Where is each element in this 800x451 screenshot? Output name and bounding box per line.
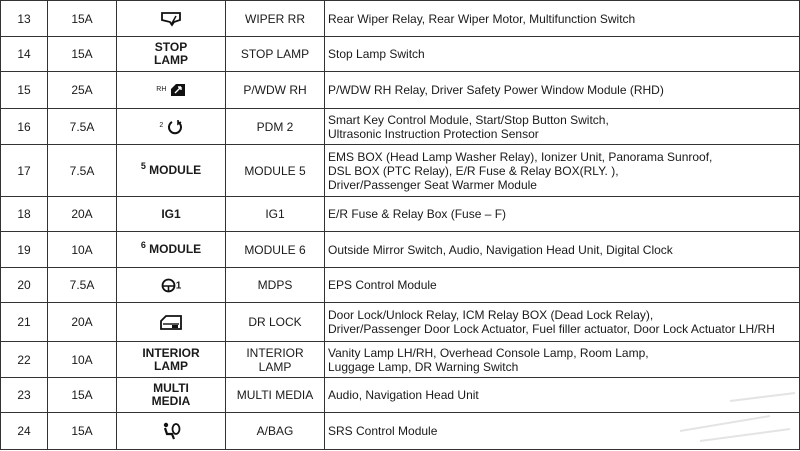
fuse-number: 22 — [1, 342, 48, 378]
fuse-description: Door Lock/Unlock Relay, ICM Relay BOX (Dead Lock Relay), Driver/Passenger Door Lock Actuator, Fuel filler actuator, Door Lock Actuator LH/RH — [325, 303, 800, 342]
fuse-number: 23 — [1, 378, 48, 413]
fuse-name: MODULE 5 — [226, 145, 325, 197]
fuse-number: 21 — [1, 303, 48, 342]
fuse-rating: 7.5A — [48, 268, 117, 303]
fuse-description: E/R Fuse & Relay Box (Fuse – F) — [325, 197, 800, 232]
power-window-icon — [170, 83, 186, 97]
fuse-name: MULTI MEDIA — [226, 378, 325, 413]
fuse-symbol: INTERIOR LAMP — [117, 342, 226, 378]
fuse-description: Vanity Lamp LH/RH, Overhead Console Lamp, Room Lamp, Luggage Lamp, DR Warning Switch — [325, 342, 800, 378]
table-row — [1, 232, 800, 268]
fuse-rating: 10A — [48, 232, 117, 268]
fuse-number: 17 — [1, 145, 48, 197]
fuse-symbol — [117, 413, 226, 450]
fuse-symbol: MULTI MEDIA — [117, 378, 226, 413]
fuse-rating: 20A — [48, 197, 117, 232]
fuse-name: DR LOCK — [226, 303, 325, 342]
fuse-name: STOP LAMP — [226, 37, 325, 72]
fuse-name: INTERIOR LAMP — [226, 342, 325, 378]
fuse-rating: 15A — [48, 1, 117, 37]
fuse-rating: 15A — [48, 37, 117, 72]
fuse-rating: 15A — [48, 413, 117, 450]
fuse-name: PDM 2 — [226, 109, 325, 145]
fuse-description: P/WDW RH Relay, Driver Safety Power Window Module (RHD) — [325, 72, 800, 109]
fuse-number: 19 — [1, 232, 48, 268]
fuse-symbol: $^5$ MODULE — [117, 145, 226, 197]
fuse-symbol — [117, 109, 226, 145]
fuse-name: P/WDW RH — [226, 72, 325, 109]
table-row — [1, 37, 800, 72]
fuse-rating: 25A — [48, 72, 117, 109]
steering-icon — [161, 278, 176, 293]
fuse-number: 14 — [1, 37, 48, 72]
table-row — [1, 1, 800, 37]
fuse-number: 15 — [1, 72, 48, 109]
fuse-symbol — [117, 1, 226, 37]
fuse-description: Rear Wiper Relay, Rear Wiper Motor, Multifunction Switch — [325, 1, 800, 37]
fuse-name: A/BAG — [226, 413, 325, 450]
wiper-icon — [160, 11, 182, 27]
fuse-number: 20 — [1, 268, 48, 303]
fuse-number: 13 — [1, 1, 48, 37]
fuse-name: MDPS — [226, 268, 325, 303]
table-row — [1, 303, 800, 342]
airbag-icon — [161, 422, 181, 440]
pdm-icon — [167, 119, 183, 135]
table-row — [1, 145, 800, 197]
fuse-description: Smart Key Control Module, Start/Stop Button Switch, Ultrasonic Instruction Protection Sensor — [325, 109, 800, 145]
fuse-name: WIPER RR — [226, 1, 325, 37]
fuse-symbol: IG1 — [117, 197, 226, 232]
pdm-number: 2 — [159, 121, 164, 129]
door-lock-icon — [160, 314, 182, 330]
rh-label: RH — [156, 86, 167, 93]
fuse-number: 24 — [1, 413, 48, 450]
fuse-description: EMS BOX (Head Lamp Washer Relay), Ionizer Unit, Panorama Sunroof, DSL BOX (PTC Relay), E/R Fuse & Relay BOX(RLY. ), Driver/Passenger Seat Warmer Module — [325, 145, 800, 197]
fuse-rating: 7.5A — [48, 145, 117, 197]
table-row — [1, 342, 800, 378]
table-row — [1, 413, 800, 450]
fuse-number: 18 — [1, 197, 48, 232]
fuse-number: 16 — [1, 109, 48, 145]
fuse-description: Audio, Navigation Head Unit — [325, 378, 800, 413]
table-row — [1, 268, 800, 303]
fuse-description: EPS Control Module — [325, 268, 800, 303]
fuse-symbol — [117, 303, 226, 342]
fuse-description: SRS Control Module — [325, 413, 800, 450]
table-row — [1, 109, 800, 145]
fuse-rating: 7.5A — [48, 109, 117, 145]
fuse-symbol: STOP LAMP — [117, 37, 226, 72]
fuse-description: Stop Lamp Switch — [325, 37, 800, 72]
fuse-name: MODULE 6 — [226, 232, 325, 268]
fuse-name: IG1 — [226, 197, 325, 232]
fuse-symbol: 1 — [117, 268, 226, 303]
fuse-symbol: $^6$ MODULE — [117, 232, 226, 268]
fuse-rating: 10A — [48, 342, 117, 378]
fuse-rating: 15A — [48, 378, 117, 413]
fuse-rating: 20A — [48, 303, 117, 342]
table-row — [1, 378, 800, 413]
table-row — [1, 197, 800, 232]
table-row — [1, 72, 800, 109]
fuse-description: Outside Mirror Switch, Audio, Navigation Head Unit, Digital Clock — [325, 232, 800, 268]
fuse-symbol — [117, 72, 226, 109]
